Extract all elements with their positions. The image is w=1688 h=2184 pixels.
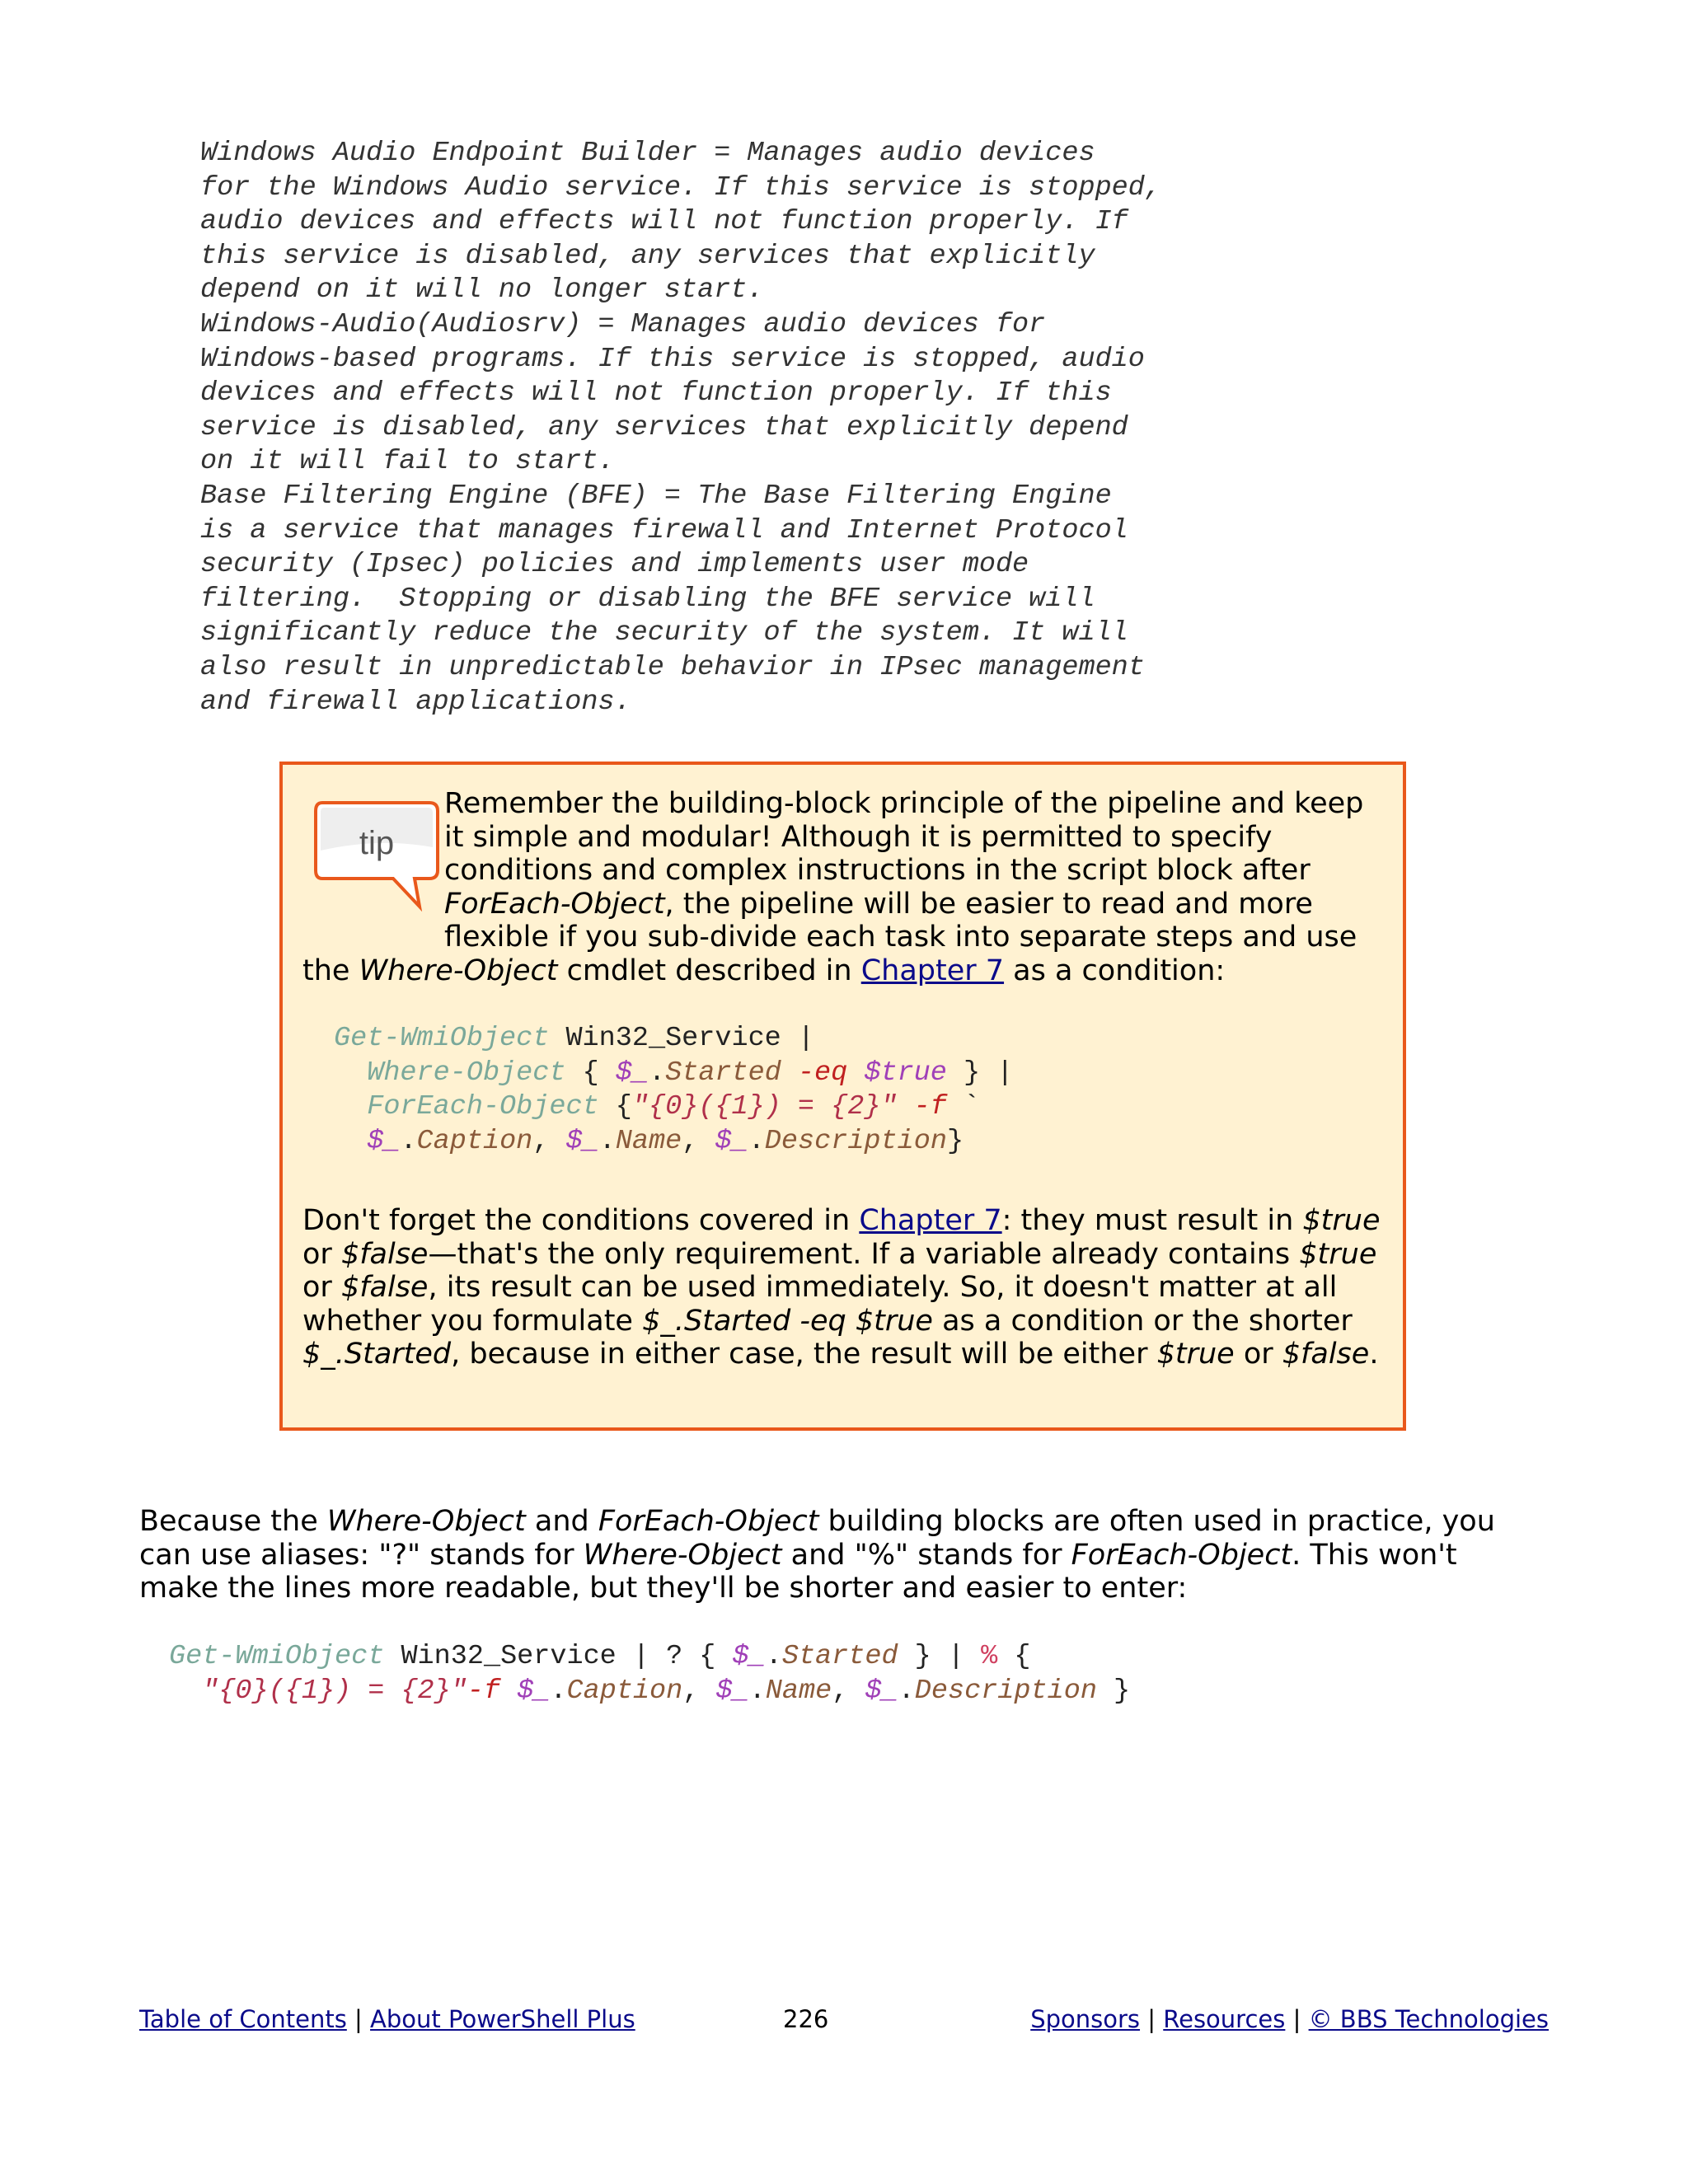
code-property: Caption xyxy=(416,1125,533,1157)
code-operator: -f xyxy=(467,1675,501,1707)
output-line: significantly reduce the security of the system. It will xyxy=(200,617,1128,649)
code-indent xyxy=(169,1675,202,1707)
tip-text: or xyxy=(1234,1338,1282,1371)
output-line: and firewall applications. xyxy=(200,686,631,718)
code-cmdlet: Where-Object xyxy=(367,1057,566,1089)
tip-text: as a condition: xyxy=(1004,954,1226,987)
code-variable: $_ xyxy=(715,1675,749,1707)
code-variable: $_ xyxy=(715,1125,748,1157)
chapter-7-link[interactable]: Chapter 7 xyxy=(859,1204,1002,1237)
output-line: Windows Audio Endpoint Builder = Manages audio devices xyxy=(200,138,1095,169)
tip-text: cmdlet described in xyxy=(557,954,861,987)
about-powershell-plus-link[interactable]: About PowerShell Plus xyxy=(370,2005,635,2033)
code-text: } | xyxy=(946,1057,1014,1089)
output-line: Windows-Audio(Audiosrv) = Manages audio devices for xyxy=(200,308,1046,340)
tip-emphasis: $true xyxy=(1156,1338,1235,1371)
code-text: } xyxy=(1096,1675,1131,1707)
code-indent xyxy=(334,1091,367,1122)
code-cmdlet: Get-WmiObject xyxy=(169,1641,385,1672)
tip-text: : they must result in xyxy=(1001,1204,1303,1237)
sponsors-link[interactable]: Sponsors xyxy=(1030,2005,1141,2033)
copyright-link[interactable]: © BBS Technologies xyxy=(1308,2005,1549,2033)
tip-code-block xyxy=(334,1022,1013,1159)
tip-emphasis: $true xyxy=(1302,1204,1381,1237)
code-variable: $_ xyxy=(517,1675,551,1707)
code-variable: $_ xyxy=(565,1125,599,1157)
code-text xyxy=(781,1057,798,1089)
code-text: , xyxy=(532,1125,566,1157)
code-text: . xyxy=(400,1125,417,1157)
output-line: audio devices and effects will not function properly. If xyxy=(200,206,1128,238)
tip-text: . xyxy=(1369,1338,1379,1371)
body-emphasis: ForEach-Object xyxy=(1071,1538,1292,1572)
code-text: , xyxy=(832,1675,865,1707)
code-property: Started xyxy=(665,1057,781,1089)
code-text: Win32_Service | xyxy=(549,1023,814,1054)
tip-emphasis: $false xyxy=(340,1237,429,1271)
code-cmdlet: ForEach-Object xyxy=(367,1091,599,1123)
code-alias: % xyxy=(981,1641,998,1672)
output-line: also result in unpredictable behavior in IPsec management xyxy=(200,651,1145,683)
tip-emphasis: $_.Started xyxy=(302,1338,452,1371)
output-line: security (Ipsec) policies and implements user mode xyxy=(200,549,1029,581)
code-operator: -f xyxy=(913,1091,947,1123)
tip-text: Remember the building-block principle of the pipeline and keep it simple and modular! Although it is permitted to specify conditions and complex instructions in the script block after xyxy=(444,787,1364,887)
footer-separator: | xyxy=(1285,2005,1309,2033)
code-property: Caption xyxy=(566,1675,683,1707)
code-property: Started xyxy=(781,1641,898,1672)
output-line: is a service that manages firewall and Internet Protocol xyxy=(200,514,1128,546)
tip-box xyxy=(279,762,1406,1431)
tip-emphasis: $_.Started -eq $true xyxy=(642,1304,933,1338)
tip-emphasis: Where-Object xyxy=(359,954,558,987)
body-text: and "%" stands for xyxy=(781,1538,1071,1572)
body-emphasis: Where-Object xyxy=(326,1505,526,1538)
tip-emphasis: ForEach-Object xyxy=(444,887,665,921)
code-property: Name xyxy=(615,1125,682,1157)
code-text: . xyxy=(898,1675,915,1707)
code-variable: $_ xyxy=(732,1641,766,1672)
code-string: "{0}({1}) = {2}" xyxy=(202,1675,467,1707)
output-line: on it will fail to start. xyxy=(200,446,615,478)
code-text: ` xyxy=(946,1091,981,1123)
code-variable: $_ xyxy=(865,1675,898,1707)
output-line: devices and effects will not function properly. If this xyxy=(200,377,1112,410)
code-text: , xyxy=(682,1675,716,1707)
body-emphasis: Where-Object xyxy=(583,1538,782,1572)
code-text: { xyxy=(598,1091,632,1123)
output-line: Windows-based programs. If this service is stopped, audio xyxy=(200,343,1145,375)
output-line: this service is disabled, any services that explicitly xyxy=(200,240,1095,272)
tip-text: , because in either case, the result will be either xyxy=(451,1338,1157,1371)
tip-emphasis: $false xyxy=(1282,1338,1370,1371)
output-line: service is disabled, any services that explicitly depend xyxy=(200,411,1128,443)
tip-text: , its result can be used immediately. So, it doesn't matter at all whether you formulate xyxy=(302,1271,1338,1338)
code-property: Description xyxy=(914,1675,1097,1707)
page-number: 226 xyxy=(783,2005,829,2033)
code-cmdlet: Get-WmiObject xyxy=(334,1023,550,1054)
tip-text: Don't forget the conditions covered in xyxy=(302,1204,860,1237)
footer-right-links xyxy=(1030,2003,1549,2036)
code-operator: -eq xyxy=(797,1057,848,1089)
code-text: . xyxy=(598,1125,616,1157)
code-text: { xyxy=(997,1641,1031,1672)
code-text: { xyxy=(565,1057,616,1089)
body-text: . This won't make the lines more readable, but they'll be shorter and easier to enter: xyxy=(139,1538,1457,1605)
code-text xyxy=(847,1057,864,1089)
code-text: } xyxy=(946,1125,964,1157)
output-line: filtering. Stopping or disabling the BFE service will xyxy=(200,583,1095,615)
code-text: . xyxy=(649,1057,666,1089)
footer-separator: | xyxy=(1140,2005,1164,2033)
code-property: Name xyxy=(765,1675,832,1707)
footer-left-links xyxy=(139,2003,635,2036)
page-footer xyxy=(139,2003,1549,2036)
service-output-block xyxy=(200,137,1161,719)
tip-icon-label: tip xyxy=(359,825,395,861)
tip-text: or xyxy=(302,1237,341,1271)
code-property: Description xyxy=(764,1125,947,1157)
code-string: "{0}({1}) = {2}" xyxy=(631,1091,898,1123)
body-text: and xyxy=(525,1505,598,1538)
code-text xyxy=(500,1675,517,1707)
code-text: Win32_Service | ? { xyxy=(384,1641,733,1672)
body-text: building blocks are often used in practice, you can use aliases: "?" stands for xyxy=(139,1505,1495,1572)
code-text: } | xyxy=(898,1641,982,1672)
tip-emphasis: $false xyxy=(340,1271,429,1304)
tip-text: , the pipeline will be easier to read and more flexible if you sub-divide each task into separate steps and use the xyxy=(302,887,1357,987)
table-of-contents-link[interactable]: Table of Contents xyxy=(139,2005,347,2033)
code-text: . xyxy=(765,1641,782,1672)
tip-emphasis: $true xyxy=(1299,1237,1377,1271)
code-indent xyxy=(334,1057,367,1089)
tip-text: —that's the only requirement. If a variable already contains xyxy=(428,1237,1300,1271)
code-text xyxy=(898,1091,914,1122)
footer-separator: | xyxy=(346,2005,371,2033)
output-line: for the Windows Audio service. If this service is stopped, xyxy=(200,171,1161,204)
code-variable: $true xyxy=(864,1057,947,1089)
tip-conditions-paragraph xyxy=(302,1204,1390,1371)
code-text: . xyxy=(550,1675,567,1707)
tip-text: as a condition or the shorter xyxy=(932,1304,1353,1338)
resources-link[interactable]: Resources xyxy=(1163,2005,1286,2033)
code-variable: $_ xyxy=(615,1057,649,1089)
code-text: . xyxy=(748,1675,766,1707)
tip-text: or xyxy=(302,1271,341,1304)
code-indent xyxy=(334,1126,367,1157)
output-line: depend on it will no longer start. xyxy=(200,274,764,307)
body-emphasis: ForEach-Object xyxy=(598,1505,819,1538)
tip-intro-paragraph xyxy=(302,787,1390,987)
code-text: , xyxy=(682,1125,715,1157)
aliases-paragraph xyxy=(139,1505,1540,1605)
code-text: . xyxy=(748,1125,765,1157)
code-variable: $_ xyxy=(367,1125,401,1157)
body-text: Because the xyxy=(139,1505,327,1538)
output-line: Base Filtering Engine (BFE) = The Base Filtering Engine xyxy=(200,480,1112,512)
alias-code-block xyxy=(169,1640,1130,1708)
chapter-7-link[interactable]: Chapter 7 xyxy=(860,954,1005,987)
